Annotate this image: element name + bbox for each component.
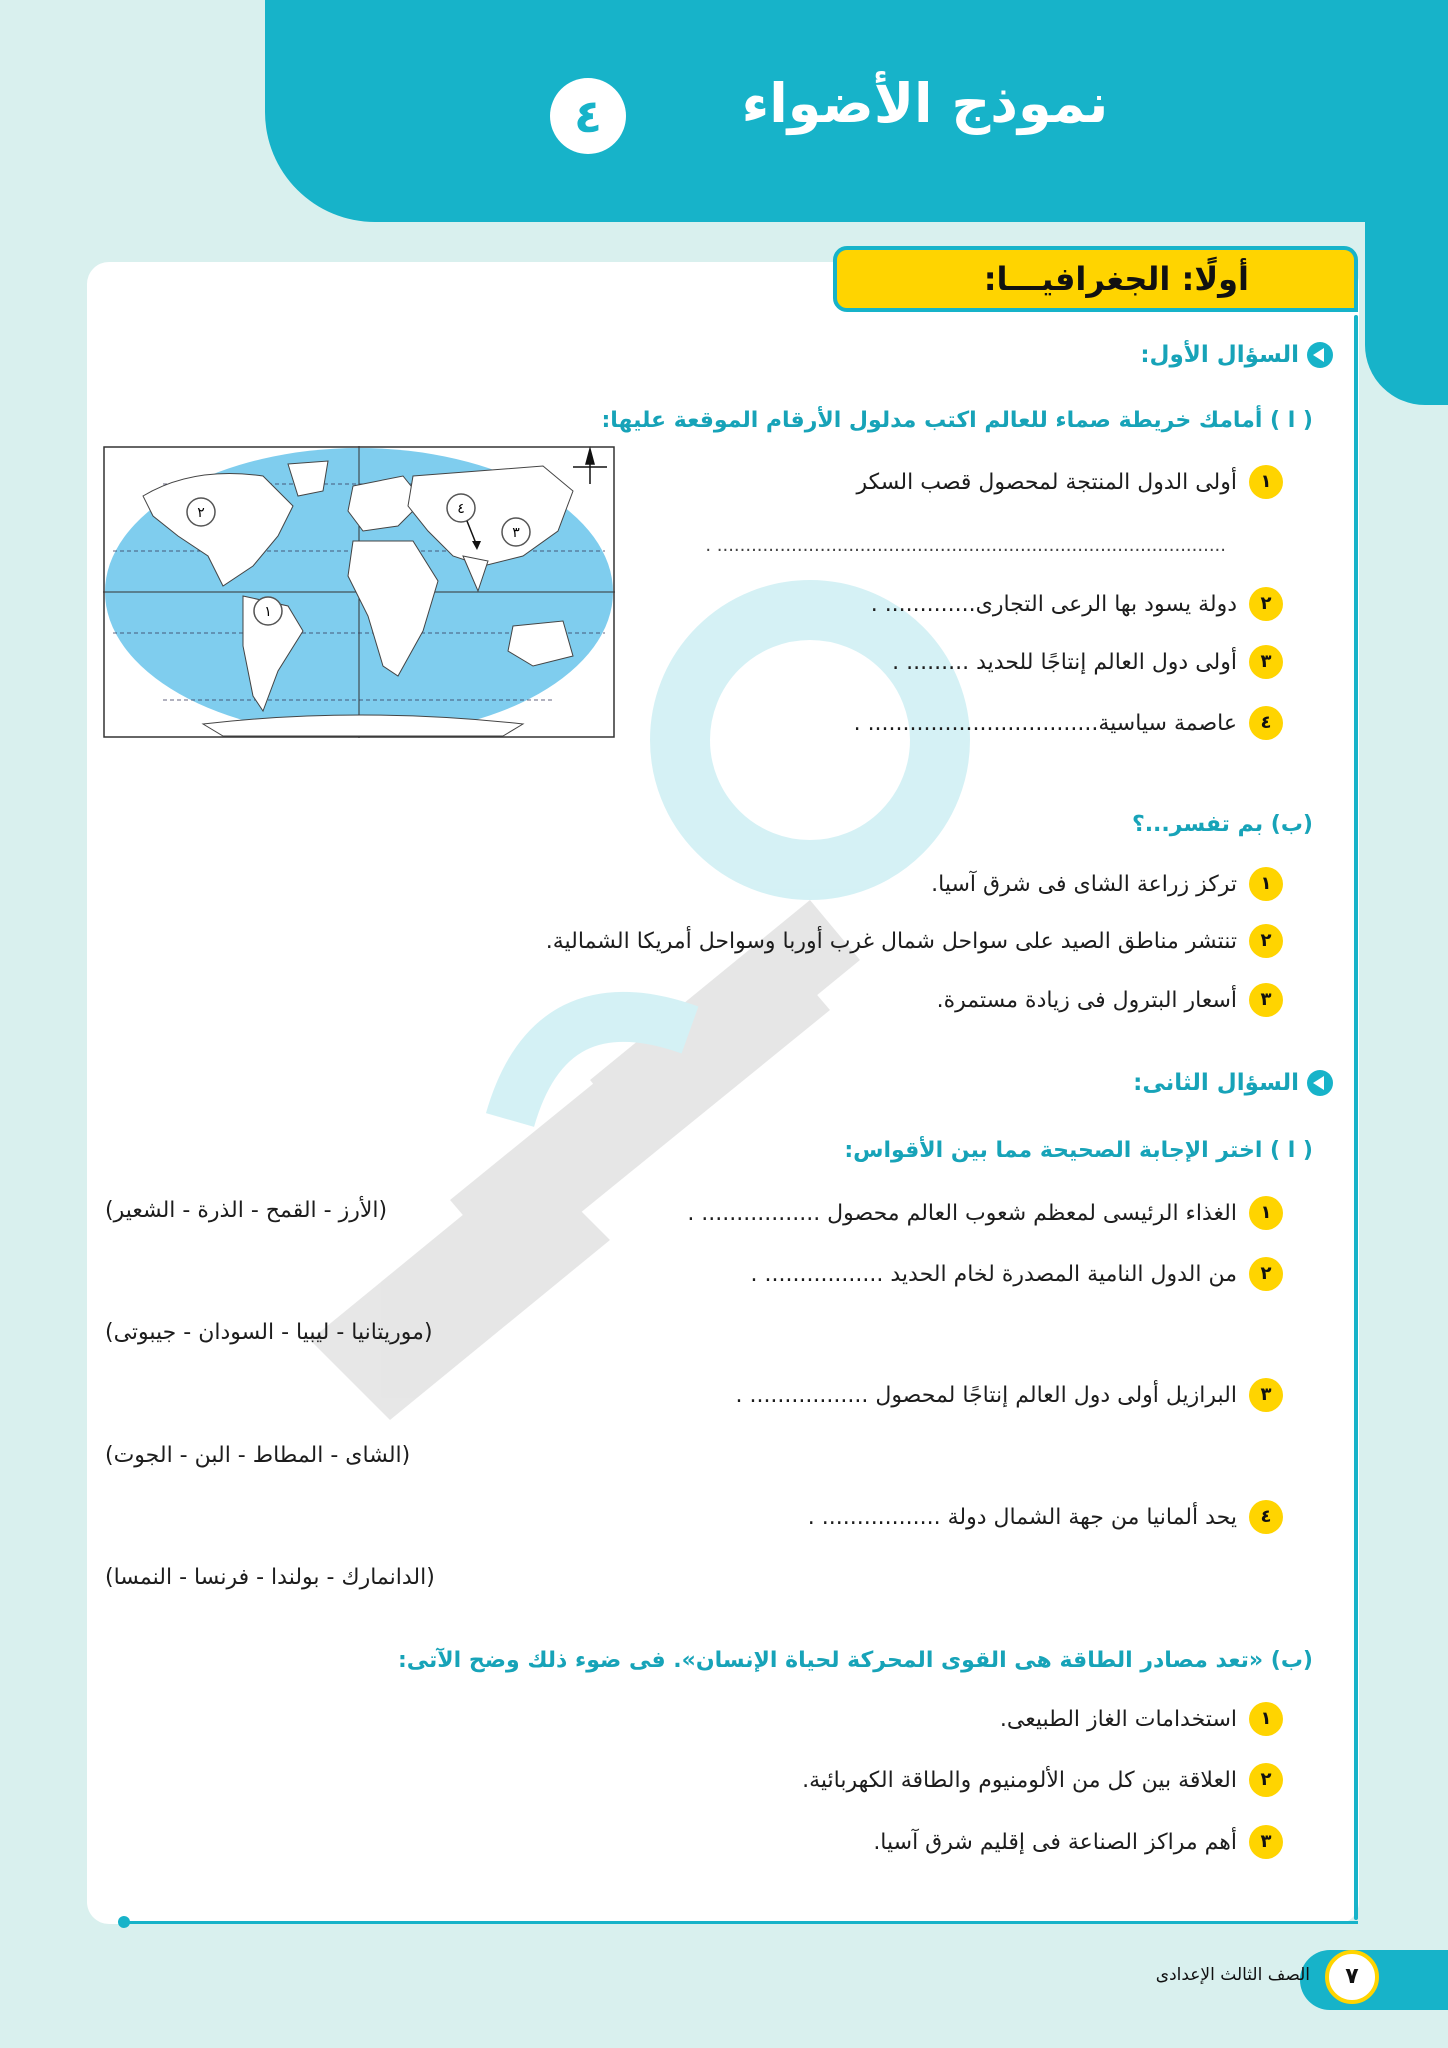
q1a-item-1: ١ أولى الدول المنتجة لمحصول قصب السكر	[857, 465, 1284, 499]
q2a-item-3-options: (الشاى - المطاط - البن - الجوت)	[105, 1443, 411, 1468]
right-divider	[1354, 315, 1358, 1920]
bottom-divider	[124, 1921, 1358, 1924]
q2a-item-4: ٤ يحد ألمانيا من جهة الشمال دولة ................. .	[808, 1500, 1283, 1534]
q2-part-b-title: (ب) «تعد مصادر الطاقة هى القوى المحركة لحياة الإنسان». فى ضوء ذلك وضح الآتى:	[397, 1648, 1313, 1673]
svg-text:٣: ٣	[512, 525, 520, 541]
play-icon	[1307, 342, 1333, 368]
q2a-item-1-options: (الأرز - القمح - الذرة - الشعير)	[105, 1198, 388, 1223]
grade-label: الصف الثالث الإعدادى	[1155, 1965, 1310, 1985]
q1-part-b-title: (ب) بم تفسر...؟	[1131, 812, 1313, 837]
q1a-item-1-answer-line[interactable]: ......................................................................................... .	[705, 535, 1226, 556]
q2a-item-1: ١ الغذاء الرئيسى لمعظم شعوب العالم محصول ................. .	[687, 1196, 1283, 1230]
question-2-header	[1133, 1070, 1333, 1096]
question-1-header	[1140, 342, 1333, 368]
q2a-item-2-options: (موريتانيا - ليبيا - السودان - جيبوتى)	[105, 1320, 433, 1345]
question-1-title: السؤال الأول:	[1140, 342, 1299, 368]
q1b-item-3: ٣ أسعار البترول فى زيادة مستمرة.	[937, 983, 1283, 1017]
svg-text:١: ١	[264, 604, 272, 620]
decorative-curve	[1365, 215, 1448, 405]
q2b-item-2: ٢ العلاقة بين كل من الألومنيوم والطاقة الكهربائية.	[802, 1763, 1283, 1797]
svg-text:٢: ٢	[197, 505, 205, 521]
q2b-item-3: ٣ أهم مراكز الصناعة فى إقليم شرق آسيا.	[873, 1825, 1283, 1859]
map-marker-2	[187, 498, 215, 526]
map-marker-3	[502, 518, 530, 546]
q2a-item-3: ٣ البرازيل أولى دول العالم إنتاجًا لمحصول ................. .	[735, 1378, 1283, 1412]
question-2-title: السؤال الثانى:	[1133, 1070, 1299, 1096]
svg-text:٤: ٤	[457, 501, 465, 517]
q1a-item-4: ٤ عاصمة سياسية................................. .	[854, 706, 1283, 740]
page-title: نموذج الأضواء	[741, 72, 1109, 135]
q1a-item-2: ٢ دولة يسود بها الرعى التجارى............. .	[871, 587, 1283, 621]
q1b-item-2: ٢ تنتشر مناطق الصيد على سواحل شمال غرب أوربا وسواحل أمريكا الشمالية.	[546, 924, 1283, 958]
q1a-item-3: ٣ أولى دول العالم إنتاجًا للحديد ......... .	[892, 645, 1283, 679]
model-number-badge: ٤	[550, 78, 626, 154]
q2a-item-2: ٢ من الدول النامية المصدرة لخام الحديد ................. .	[751, 1257, 1283, 1291]
q1b-item-1: ١ تركز زراعة الشاى فى شرق آسيا.	[931, 867, 1283, 901]
q2a-item-4-options: (الدانمارك - بولندا - فرنسا - النمسا)	[105, 1565, 435, 1590]
divider-dot	[118, 1916, 130, 1928]
world-map	[103, 446, 615, 738]
play-icon	[1307, 1070, 1333, 1096]
q1-part-a-title: ( ا ) أمامك خريطة صماء للعالم اكتب مدلول الأرقام الموقعة عليها:	[601, 408, 1313, 433]
section-tab-geography: أولًا: الجغرافيـــا:	[833, 246, 1358, 312]
page-number: ٧	[1325, 1950, 1379, 2004]
map-marker-1	[254, 597, 282, 625]
q2b-item-1: ١ استخدامات الغاز الطبيعى.	[1000, 1702, 1283, 1736]
q2-part-a-title: ( ا ) اختر الإجابة الصحيحة مما بين الأقواس:	[844, 1138, 1313, 1163]
